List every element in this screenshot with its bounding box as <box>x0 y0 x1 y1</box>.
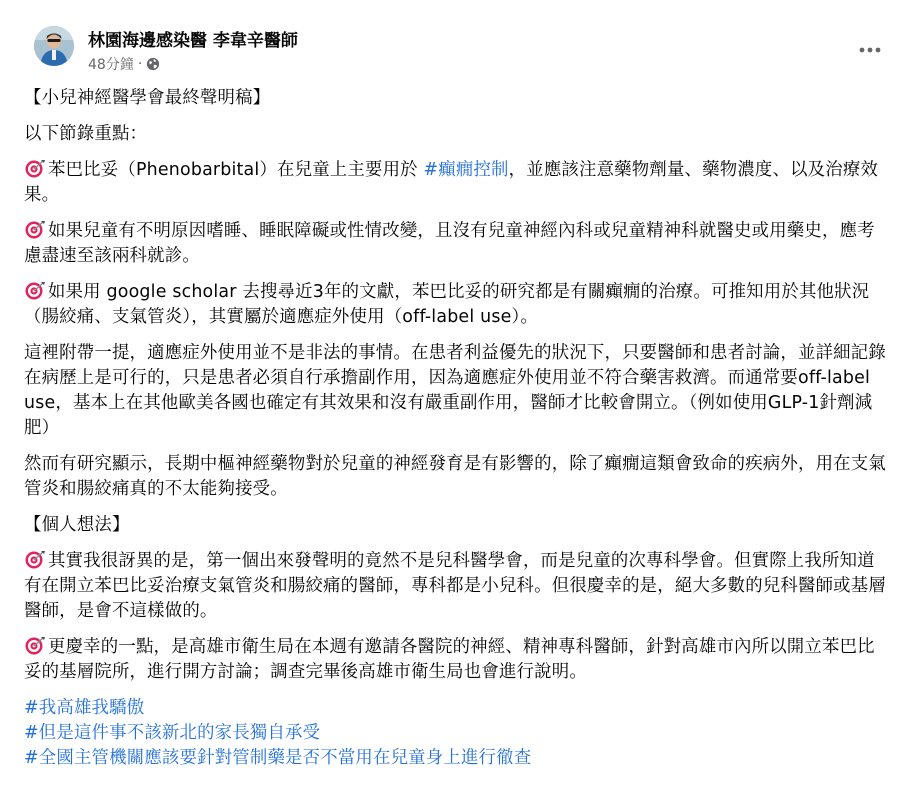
post-subheading: 【個人想法】 <box>24 515 130 535</box>
paragraph-text: ，並應該注意藥物劑量、藥物濃度、以及治療效果。 <box>24 160 879 205</box>
globe-icon[interactable] <box>146 57 160 71</box>
post-meta <box>88 54 160 74</box>
hashtag-link[interactable]: #但是這件事不該新北的家長獨自承受 <box>24 723 321 743</box>
post-paragraph-4 <box>24 219 892 269</box>
post-paragraph-9 <box>24 549 892 624</box>
paragraph-text: 如果兒童有不明原因嗜睡、睡眠障礙或性情改變，且沒有兒童神經內科或兒童精神科就醫史或用藥史，應考慮盡速至該兩科就診。 <box>24 221 875 266</box>
post-intro: 以下節錄重點： <box>24 124 148 144</box>
hashtag-link[interactable]: #我高雄我驕傲 <box>24 698 145 718</box>
post-time[interactable]: 48分鐘 <box>88 57 134 73</box>
author-avatar[interactable] <box>34 26 74 66</box>
paragraph-text: 更慶幸的一點，是高雄市衛生局在本週有邀請各醫院的神經、精神專科醫師，針對高雄市內所以開立苯巴比妥的基層院所，進行開方討論；調查完畢後高雄市衛生局也會進行說明。 <box>24 637 875 682</box>
more-horizontal-icon <box>859 47 881 53</box>
more-options-button[interactable] <box>852 32 888 68</box>
post-paragraph-7: 然而有研究顯示，長期中樞神經藥物對於兒童的神經發育是有影響的，除了癲癇這類會致命的疾病外，用在支氣管炎和腸絞痛真的不太能夠接受。 <box>24 454 886 499</box>
avatar-image <box>34 26 74 66</box>
direct-hit-emoji-icon <box>24 220 46 240</box>
meta-separator: · <box>137 56 143 72</box>
hashtag-link[interactable]: #全國主管機關應該要針對管制藥是否不當用在兒童身上進行徹查 <box>24 748 532 768</box>
post-paragraph-10 <box>24 635 892 685</box>
post-paragraph-6: 這裡附帶一提，適應症外使用並不是非法的事情。在患者利益優先的狀況下，只要醫師和患者討論，並詳細記錄在病歷上是可行的，只是患者必須自行承擔副作用，因為適應症外使用並不符合藥害救濟。而通常要off-label use，基本上在其他歐美各國也確定有其效果和沒有嚴重副作用，醫師才比較會開立。（例如使用GLP-1針劑減肥） <box>24 343 886 438</box>
hashtag-list <box>24 696 892 771</box>
hashtag-link[interactable]: #癲癇控制 <box>423 160 509 180</box>
post-paragraph-5 <box>24 280 892 330</box>
direct-hit-emoji-icon <box>24 636 46 656</box>
direct-hit-emoji-icon <box>24 550 46 570</box>
paragraph-text: 其實我很訝異的是，第一個出來發聲明的竟然不是兒科醫學會，而是兒童的次專科學會。但實際上我所知道有在開立苯巴比妥治療支氣管炎和腸絞痛的醫師，專科都是小兒科。但很慶幸的是，絕大多數的兒科醫師或基層醫師，是會不這樣做的。 <box>24 551 886 621</box>
post-heading: 【小兒神經醫學會最終聲明稿】 <box>24 88 271 108</box>
paragraph-text: 苯巴比妥（Phenobarbital）在兒童上主要用於 <box>48 160 424 180</box>
author-name[interactable]: 林園海邊感染醫 李韋辛醫師 <box>88 31 298 51</box>
direct-hit-emoji-icon <box>24 281 46 301</box>
paragraph-text: 如果用 google scholar 去搜尋近3年的文獻，苯巴比妥的研究都是有關癲癇的治療。可推知用於其他狀況（腸絞痛、支氣管炎），其實屬於適應症外使用（off-label use）。 <box>24 282 870 327</box>
direct-hit-emoji-icon <box>24 159 46 179</box>
post-header <box>24 16 892 78</box>
post-body <box>24 86 892 771</box>
post-paragraph-3 <box>24 158 892 208</box>
